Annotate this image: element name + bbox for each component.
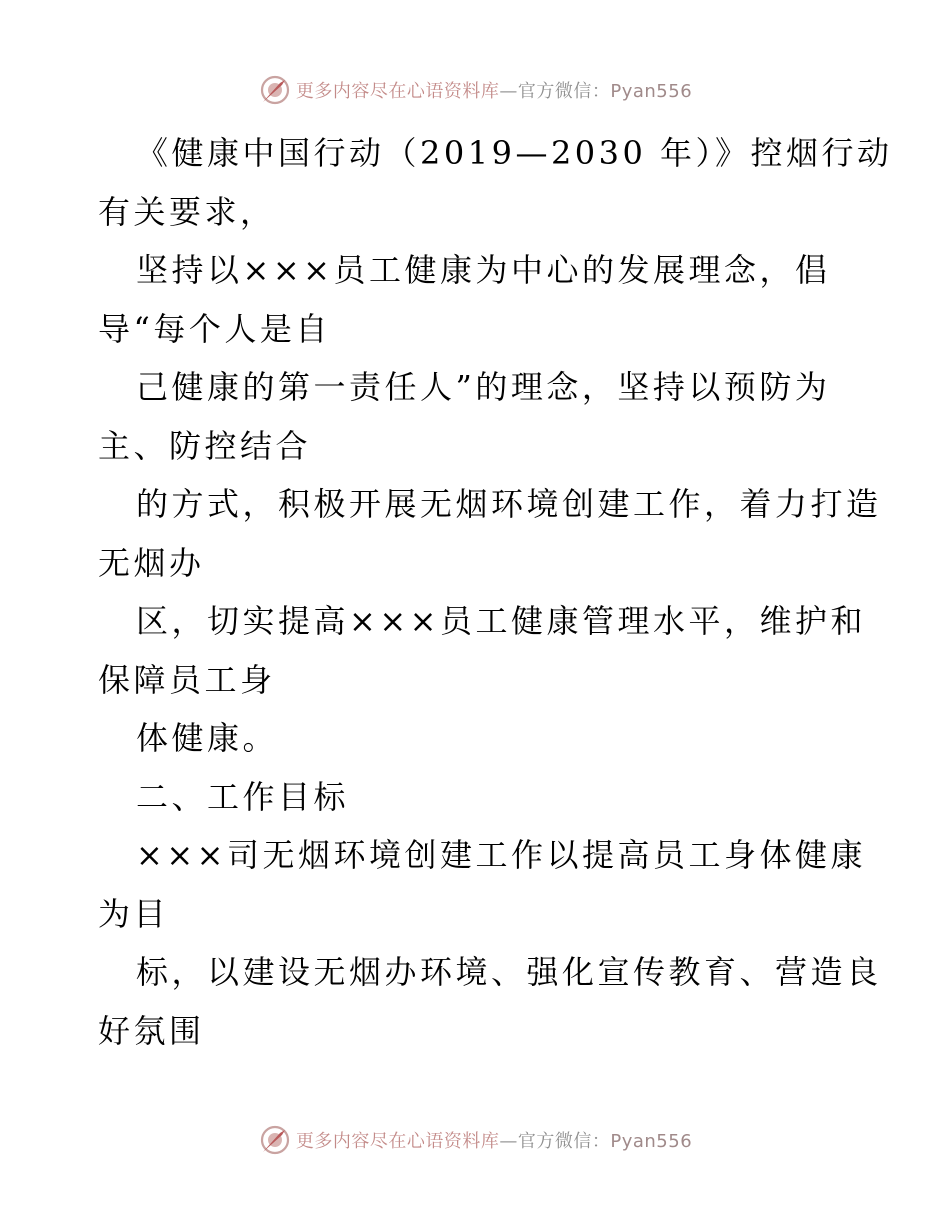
footer-watermark — [0, 1120, 950, 1160]
quill-logo-icon — [258, 1123, 292, 1157]
header-watermark — [0, 70, 950, 110]
watermark-dash: — — [499, 1131, 518, 1152]
text-line: 的方式，积极开展无烟环境创建工作，着力打造 — [136, 485, 882, 523]
text-line: 体健康。 — [136, 719, 279, 757]
quill-logo-icon — [258, 73, 292, 107]
text-line: 无烟办 — [98, 543, 205, 582]
text-line: 二、工作目标 — [136, 777, 350, 816]
watermark-text — [296, 77, 692, 103]
text-line: 区，切实提高×××员工健康管理水平，维护和 — [136, 602, 866, 640]
text-line: 好氛围 — [98, 1011, 205, 1050]
text-line: 标，以建设无烟办环境、强化宣传教育、营造良 — [136, 953, 882, 991]
text-line: 保障员工身 — [98, 660, 276, 699]
watermark-site-text: 更多内容尽在心语资料库 — [295, 81, 500, 102]
text-line: 有关要求， — [98, 192, 276, 231]
text-line: 《健康中国行动（2019—2030 年）》控烟行动 — [136, 134, 893, 172]
text-line: 导“每个人是自 — [98, 309, 331, 348]
watermark-dash: — — [499, 81, 518, 102]
watermark-label: 官方微信： — [517, 1131, 611, 1152]
watermark-id: Pyan556 — [610, 81, 693, 102]
watermark-id: Pyan556 — [610, 1131, 693, 1152]
text-line: 己健康的第一责任人”的理念，坚持以预防为 — [136, 368, 831, 406]
text-line: 主、防控结合 — [98, 426, 312, 465]
watermark-site-text: 更多内容尽在心语资料库 — [295, 1131, 500, 1152]
text-line: 坚持以×××员工健康为中心的发展理念，倡 — [136, 251, 831, 289]
watermark-label: 官方微信： — [517, 81, 611, 102]
text-line: ×××司无烟环境创建工作以提高员工身体健康 — [136, 836, 866, 874]
document-body — [98, 124, 893, 1060]
watermark-text — [296, 1127, 692, 1153]
text-line: 为目 — [98, 894, 170, 933]
